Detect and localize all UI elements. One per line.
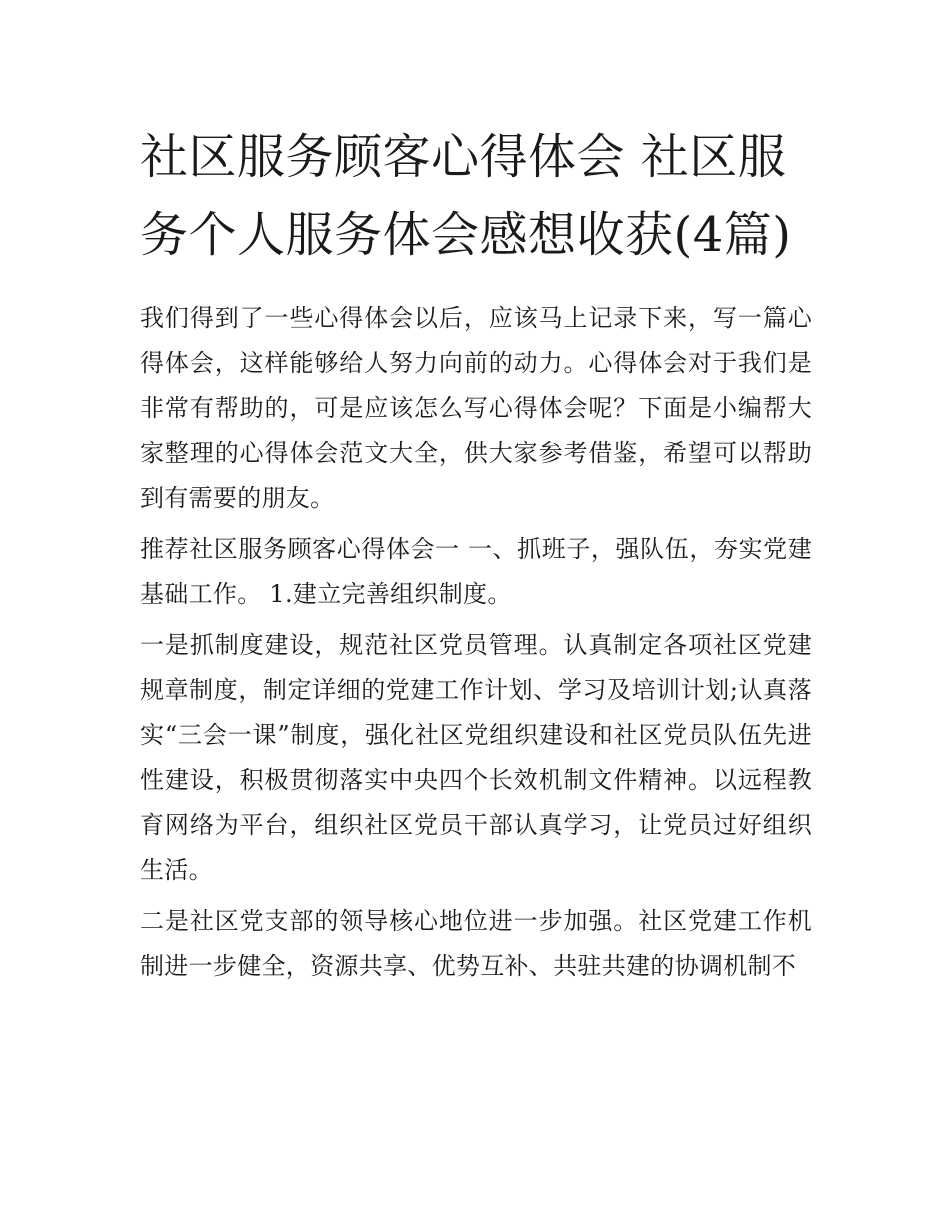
document-title: 社区服务顾客心得体会 社区服务个人服务体会感想收获(4篇) (140, 129, 792, 263)
document-page (140, 118, 812, 995)
paragraph-intro: 我们得到了一些心得体会以后，应该马上记录下来，写一篇心得体会，这样能够给人努力向前的动力。心得体会对于我们是非常有帮助的，可是应该怎么写心得体会呢？下面是小编帮大家整理的心得体会范文大全，供大家参考借鉴，希望可以帮助到有需要的朋友。 (140, 304, 812, 512)
paragraph-section-heading: 推荐社区服务顾客心得体会一 一、抓班子，强队伍，夯实党建基础工作。 1.建立完善组织制度。 (140, 535, 812, 608)
document-body (140, 296, 812, 989)
paragraph-point-one: 一是抓制度建设，规范社区党员管理。认真制定各项社区党建规章制度，制定详细的党建工作计划、学习及培训计划;认真落实“三会一课”制度，强化社区党组织建设和社区党员队伍先进性建设，积极贯彻落实中央四个长效机制文件精神。以远程教育网络为平台，组织社区党员干部认真学习，让党员过好组织生活。 (140, 631, 812, 884)
paragraph-point-two: 二是社区党支部的领导核心地位进一步加强。社区党建工作机制进一步健全，资源共享、优势互补、共驻共建的协调机制不 (140, 907, 812, 980)
